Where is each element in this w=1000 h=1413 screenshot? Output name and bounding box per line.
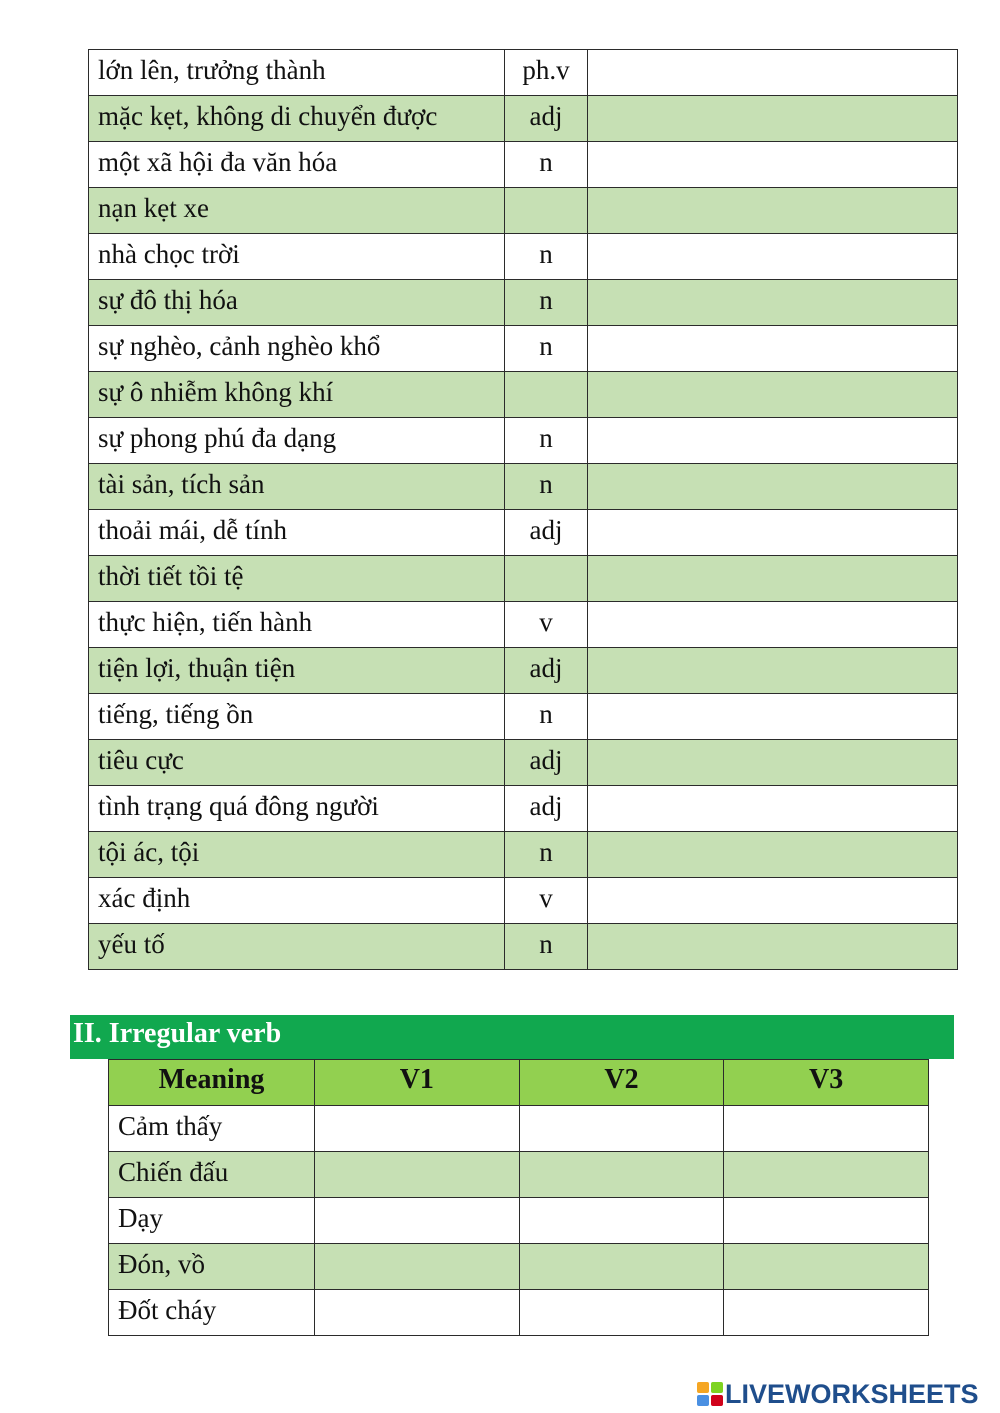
vocabulary-part-of-speech-cell <box>505 556 588 602</box>
vocabulary-meaning-cell: sự đô thị hóa <box>89 280 505 326</box>
header-v2: V2 <box>519 1060 724 1106</box>
verb-v3-cell[interactable] <box>724 1106 929 1152</box>
vocabulary-meaning-cell: tội ác, tội <box>89 832 505 878</box>
vocabulary-part-of-speech-cell: adj <box>505 648 588 694</box>
verb-meaning-cell: Cảm thấy <box>109 1106 315 1152</box>
vocabulary-row <box>89 234 958 280</box>
vocabulary-meaning-cell: tiêu cực <box>89 740 505 786</box>
verb-v1-cell[interactable] <box>315 1290 520 1336</box>
vocabulary-row <box>89 280 958 326</box>
vocabulary-meaning-cell: xác định <box>89 878 505 924</box>
verb-v2-cell[interactable] <box>519 1106 724 1152</box>
header-v1: V1 <box>315 1060 520 1106</box>
vocabulary-answer-cell[interactable] <box>588 234 958 280</box>
vocabulary-answer-cell[interactable] <box>588 188 958 234</box>
irregular-verb-row <box>109 1198 929 1244</box>
vocabulary-row <box>89 372 958 418</box>
irregular-verb-header-row <box>109 1060 929 1106</box>
verb-meaning-cell: Đốt cháy <box>109 1290 315 1336</box>
vocabulary-table <box>88 49 958 970</box>
vocabulary-answer-cell[interactable] <box>588 694 958 740</box>
irregular-verb-table <box>108 1059 929 1336</box>
vocabulary-row <box>89 786 958 832</box>
vocabulary-part-of-speech-cell: n <box>505 464 588 510</box>
vocabulary-row <box>89 418 958 464</box>
vocabulary-answer-cell[interactable] <box>588 740 958 786</box>
liveworksheets-watermark <box>697 1378 979 1410</box>
vocabulary-answer-cell[interactable] <box>588 372 958 418</box>
verb-v1-cell[interactable] <box>315 1244 520 1290</box>
liveworksheets-logo-icon <box>697 1382 723 1406</box>
vocabulary-part-of-speech-cell: n <box>505 924 588 970</box>
vocabulary-answer-cell[interactable] <box>588 786 958 832</box>
vocabulary-part-of-speech-cell: n <box>505 418 588 464</box>
vocabulary-meaning-cell: sự phong phú đa dạng <box>89 418 505 464</box>
vocabulary-answer-cell[interactable] <box>588 832 958 878</box>
vocabulary-part-of-speech-cell: n <box>505 234 588 280</box>
vocabulary-row <box>89 96 958 142</box>
vocabulary-meaning-cell: lớn lên, trưởng thành <box>89 50 505 96</box>
vocabulary-meaning-cell: tiếng, tiếng ồn <box>89 694 505 740</box>
vocabulary-row <box>89 694 958 740</box>
vocabulary-answer-cell[interactable] <box>588 464 958 510</box>
vocabulary-part-of-speech-cell: v <box>505 602 588 648</box>
vocabulary-part-of-speech-cell <box>505 188 588 234</box>
vocabulary-row <box>89 188 958 234</box>
header-meaning: Meaning <box>109 1060 315 1106</box>
vocabulary-meaning-cell: tài sản, tích sản <box>89 464 505 510</box>
verb-v3-cell[interactable] <box>724 1152 929 1198</box>
vocabulary-row <box>89 878 958 924</box>
vocabulary-row <box>89 924 958 970</box>
verb-v3-cell[interactable] <box>724 1244 929 1290</box>
vocabulary-row <box>89 602 958 648</box>
vocabulary-answer-cell[interactable] <box>588 142 958 188</box>
vocabulary-row <box>89 464 958 510</box>
irregular-verb-row <box>109 1152 929 1198</box>
irregular-verb-row <box>109 1290 929 1336</box>
vocabulary-row <box>89 740 958 786</box>
vocabulary-row <box>89 142 958 188</box>
vocabulary-part-of-speech-cell: ph.v <box>505 50 588 96</box>
verb-v2-cell[interactable] <box>519 1290 724 1336</box>
vocabulary-part-of-speech-cell: adj <box>505 96 588 142</box>
verb-meaning-cell: Đón, vồ <box>109 1244 315 1290</box>
vocabulary-part-of-speech-cell <box>505 372 588 418</box>
vocabulary-row <box>89 326 958 372</box>
vocabulary-row <box>89 50 958 96</box>
vocabulary-part-of-speech-cell: adj <box>505 510 588 556</box>
vocabulary-answer-cell[interactable] <box>588 556 958 602</box>
verb-v3-cell[interactable] <box>724 1198 929 1244</box>
vocabulary-answer-cell[interactable] <box>588 602 958 648</box>
header-v3: V3 <box>724 1060 929 1106</box>
verb-v1-cell[interactable] <box>315 1152 520 1198</box>
vocabulary-meaning-cell: một xã hội đa văn hóa <box>89 142 505 188</box>
vocabulary-part-of-speech-cell: n <box>505 832 588 878</box>
irregular-verb-row <box>109 1244 929 1290</box>
logo-tile <box>697 1395 709 1406</box>
vocabulary-meaning-cell: sự nghèo, cảnh nghèo khổ <box>89 326 505 372</box>
vocabulary-row <box>89 510 958 556</box>
vocabulary-part-of-speech-cell: v <box>505 878 588 924</box>
vocabulary-part-of-speech-cell: n <box>505 694 588 740</box>
vocabulary-answer-cell[interactable] <box>588 326 958 372</box>
vocabulary-answer-cell[interactable] <box>588 50 958 96</box>
vocabulary-part-of-speech-cell: n <box>505 280 588 326</box>
verb-v2-cell[interactable] <box>519 1244 724 1290</box>
vocabulary-meaning-cell: mặc kẹt, không di chuyển được <box>89 96 505 142</box>
section-heading: II. Irregular verb <box>70 1015 954 1059</box>
vocabulary-answer-cell[interactable] <box>588 924 958 970</box>
verb-v2-cell[interactable] <box>519 1152 724 1198</box>
vocabulary-part-of-speech-cell: adj <box>505 740 588 786</box>
vocabulary-table-body <box>89 50 958 970</box>
verb-meaning-cell: Chiến đấu <box>109 1152 315 1198</box>
vocabulary-answer-cell[interactable] <box>588 510 958 556</box>
vocabulary-part-of-speech-cell: n <box>505 142 588 188</box>
vocabulary-meaning-cell: nạn kẹt xe <box>89 188 505 234</box>
vocabulary-meaning-cell: nhà chọc trời <box>89 234 505 280</box>
vocabulary-meaning-cell: thoải mái, dễ tính <box>89 510 505 556</box>
verb-v3-cell[interactable] <box>724 1290 929 1336</box>
vocabulary-row <box>89 832 958 878</box>
verb-v1-cell[interactable] <box>315 1106 520 1152</box>
vocabulary-meaning-cell: yếu tố <box>89 924 505 970</box>
vocabulary-answer-cell[interactable] <box>588 418 958 464</box>
verb-v1-cell[interactable] <box>315 1198 520 1244</box>
watermark-text: LIVEWORKSHEETS <box>725 1378 979 1409</box>
vocabulary-meaning-cell: thực hiện, tiến hành <box>89 602 505 648</box>
logo-tile <box>711 1382 723 1393</box>
vocabulary-meaning-cell: sự ô nhiễm không khí <box>89 372 505 418</box>
vocabulary-meaning-cell: tình trạng quá đông người <box>89 786 505 832</box>
vocabulary-answer-cell[interactable] <box>588 648 958 694</box>
irregular-verb-table-body <box>109 1106 929 1336</box>
vocabulary-row <box>89 648 958 694</box>
logo-tile <box>711 1395 723 1406</box>
vocabulary-row <box>89 556 958 602</box>
verb-meaning-cell: Dạy <box>109 1198 315 1244</box>
irregular-verb-row <box>109 1106 929 1152</box>
vocabulary-meaning-cell: thời tiết tồi tệ <box>89 556 505 602</box>
vocabulary-part-of-speech-cell: n <box>505 326 588 372</box>
vocabulary-meaning-cell: tiện lợi, thuận tiện <box>89 648 505 694</box>
logo-tile <box>697 1382 709 1393</box>
verb-v2-cell[interactable] <box>519 1198 724 1244</box>
vocabulary-part-of-speech-cell: adj <box>505 786 588 832</box>
vocabulary-answer-cell[interactable] <box>588 96 958 142</box>
vocabulary-answer-cell[interactable] <box>588 878 958 924</box>
vocabulary-answer-cell[interactable] <box>588 280 958 326</box>
